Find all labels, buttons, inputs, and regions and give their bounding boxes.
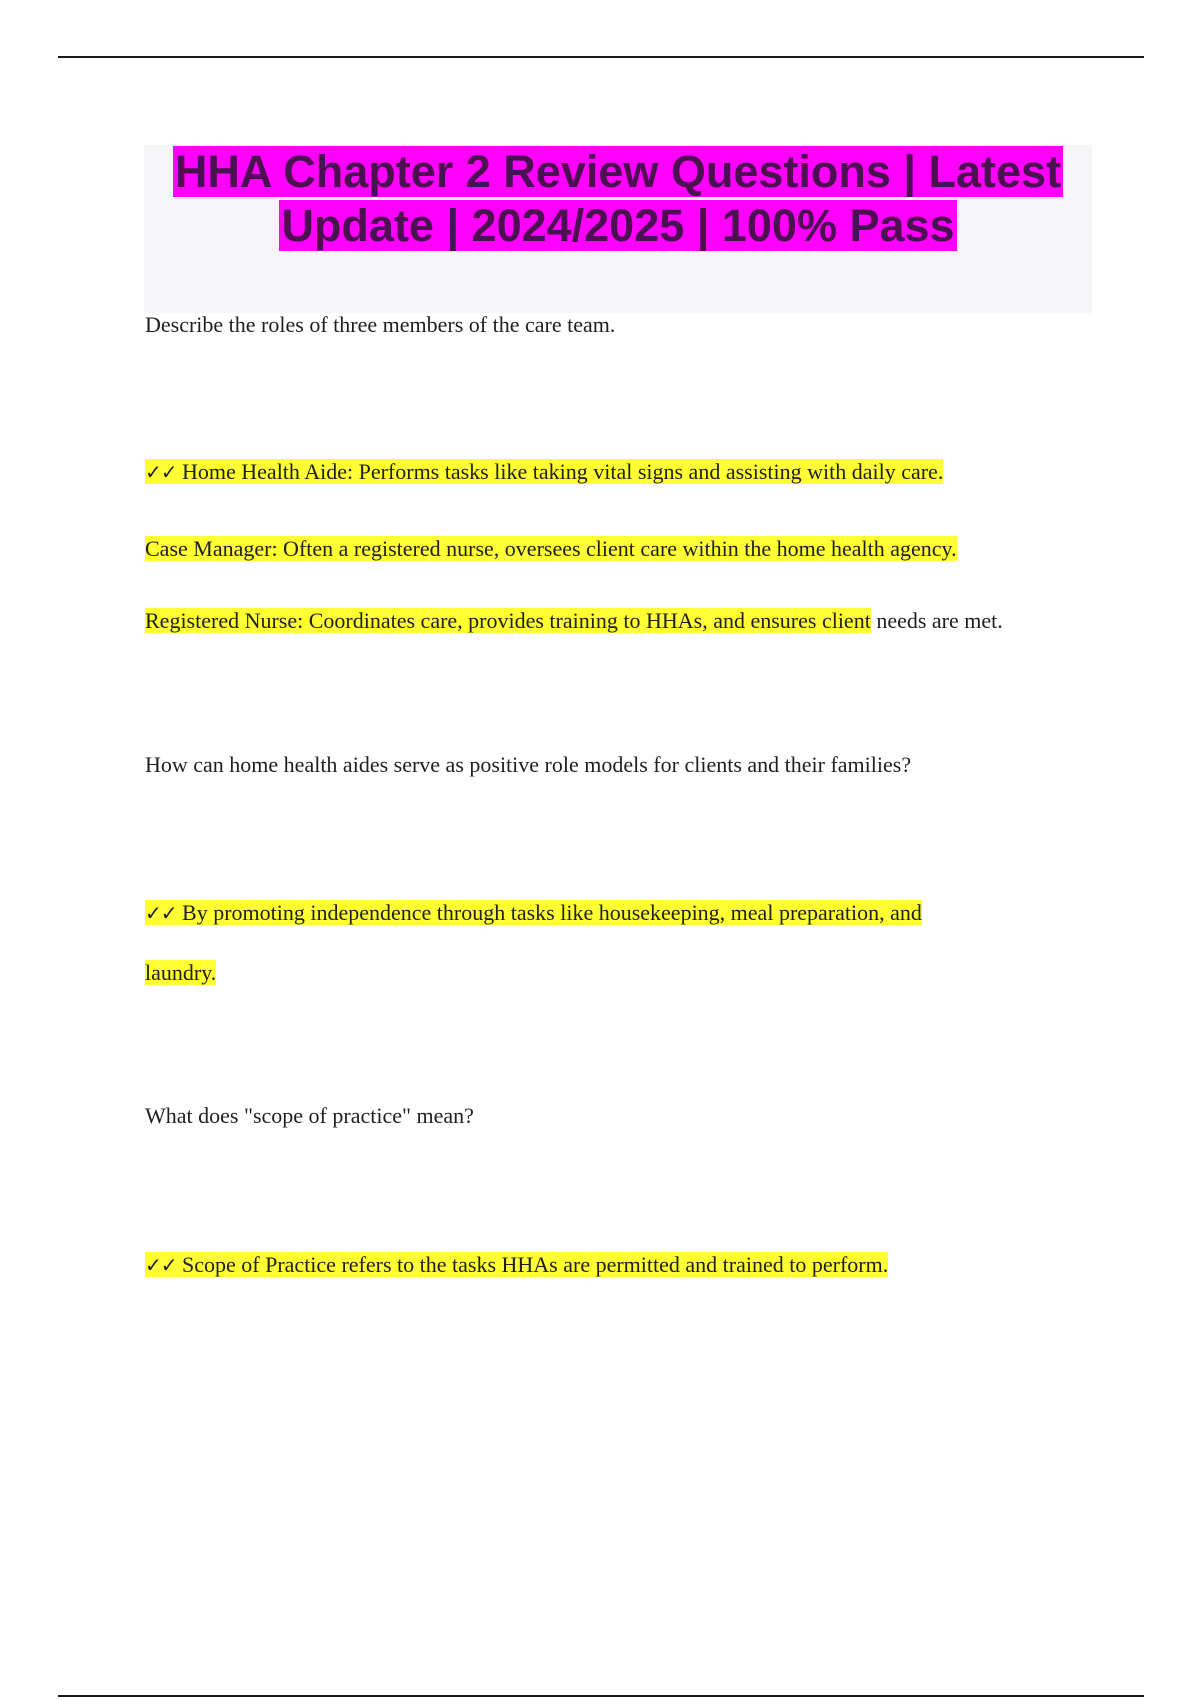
answer-1-line-1 — [145, 458, 943, 486]
answer-1-line-2 — [145, 535, 957, 563]
answer-1-text-3: Registered Nurse: Coordinates care, provides training to HHAs, and ensures client — [145, 608, 871, 633]
title-block — [144, 145, 1092, 313]
question-2: How can home health aides serve as positive role models for clients and their families? — [145, 752, 912, 777]
answer-1-text-2: Case Manager: Often a registered nurse, oversees client care within the home health agency. — [145, 536, 957, 561]
answer-1-tail: needs are met. — [870, 608, 1003, 633]
question-3: What does "scope of practice" mean? — [145, 1103, 474, 1128]
title-highlight: HHA Chapter 2 Review Questions | Latest Update | 2024/2025 | 100% Pass — [174, 146, 1062, 251]
answer-2-text-2: laundry. — [145, 960, 217, 985]
top-rule — [58, 56, 1144, 58]
check-icon: ✓✓ — [145, 901, 177, 925]
answer-1-text-1: Home Health Aide: Performs tasks like taking vital signs and assisting with daily care. — [182, 459, 944, 484]
answer-3-line-1 — [145, 1251, 888, 1279]
check-icon: ✓✓ — [145, 460, 177, 484]
check-icon: ✓✓ — [145, 1253, 177, 1277]
bottom-rule — [58, 1695, 1144, 1697]
answer-3-text-1: Scope of Practice refers to the tasks HHAs are permitted and trained to perform. — [182, 1252, 889, 1277]
question-1: Describe the roles of three members of the care team. — [145, 312, 616, 337]
answer-2-line-1 — [145, 899, 922, 927]
document-title — [144, 145, 1092, 253]
answer-2-line-2 — [145, 959, 216, 987]
answer-1-line-3 — [145, 607, 1003, 635]
answer-2-text-1: By promoting independence through tasks like housekeeping, meal preparation, and — [182, 900, 922, 925]
